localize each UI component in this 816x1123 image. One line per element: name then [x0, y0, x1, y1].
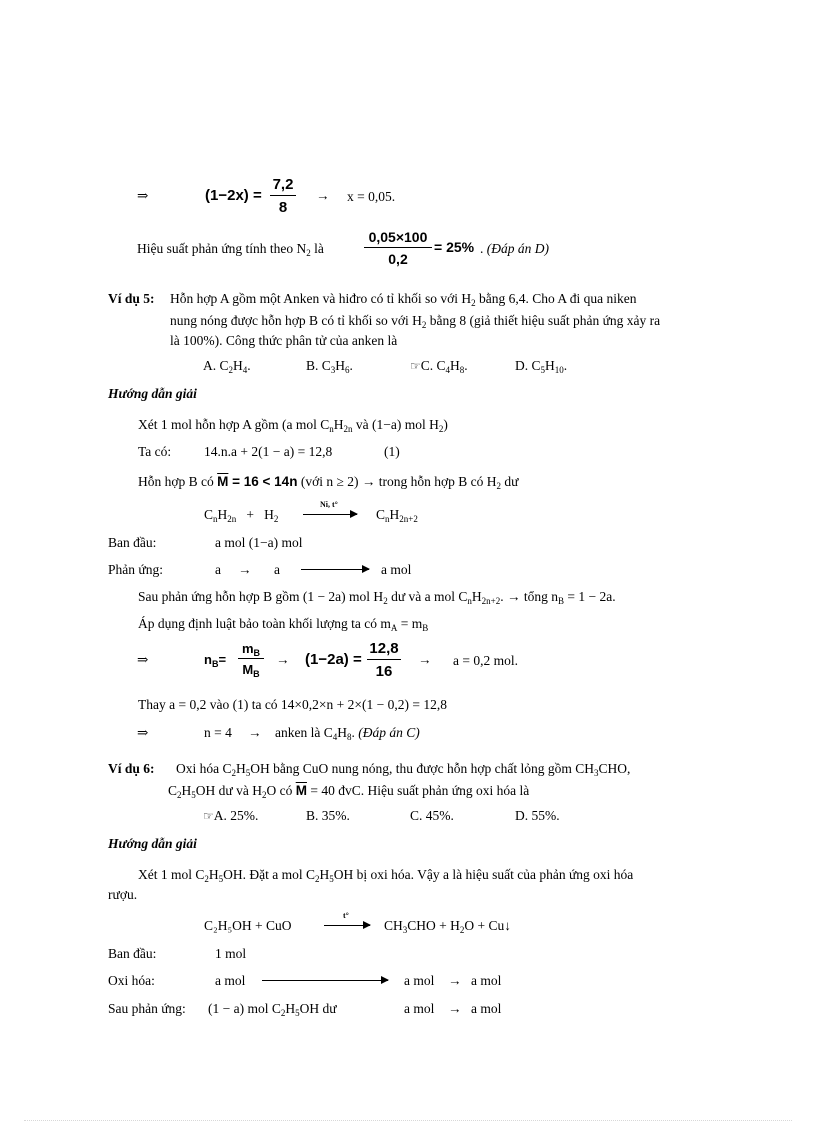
answer-note: (Đáp án D) — [486, 241, 549, 256]
sub: B — [557, 596, 564, 606]
guide-5-line-2-number: (1) — [384, 444, 400, 459]
text: CHO + H — [407, 918, 460, 933]
text: OH dư — [299, 1001, 337, 1016]
guide-5-line-1 — [138, 417, 448, 433]
nb-lhs — [204, 652, 226, 667]
option-a-6 — [203, 808, 258, 824]
sub: 2 — [204, 874, 209, 884]
text: H — [335, 358, 346, 373]
text: H — [236, 761, 246, 776]
text: B. C — [306, 358, 331, 373]
sub: 8 — [459, 365, 465, 375]
fraction-7-2-over-8 — [270, 176, 296, 216]
guide-title-6: Hướng dẫn giải — [108, 836, 197, 851]
reaction-5-reactants — [204, 507, 278, 523]
text: A. 25%. — [213, 808, 259, 823]
text: dư — [501, 474, 519, 489]
sub: 5 — [329, 874, 334, 884]
after-arrow-6: → — [448, 1001, 462, 1016]
text: . — [464, 358, 468, 373]
sub: n — [467, 596, 472, 606]
sub: 2 — [177, 790, 182, 800]
sub: 5 — [218, 874, 224, 884]
text: tổng n — [523, 589, 558, 604]
sub: 2 — [231, 768, 236, 778]
substitution-5: Thay a = 0,2 vào (1) ta có 14×0,2×n + 2×(1 − 0,2) = 12,8 — [138, 697, 447, 712]
text: H — [450, 358, 460, 373]
text: Áp dụng định luật bảo toàn khối lượng ta có m — [138, 616, 391, 631]
text: . — [247, 358, 251, 373]
conservation-5 — [138, 616, 428, 632]
text: . — [563, 358, 568, 373]
text: . — [349, 358, 353, 373]
text: = 1 − 2a. — [563, 589, 616, 604]
sub: 3 — [593, 768, 599, 778]
initial-label-5: Ban đầu: — [108, 535, 157, 550]
sub: 2n — [343, 424, 353, 434]
after-remaining-6 — [208, 1001, 337, 1017]
text: = 16 < 14n — [228, 474, 298, 489]
anken-result — [275, 725, 420, 741]
a-result: a = 0,2 mol. — [453, 653, 518, 668]
text: H — [319, 867, 330, 882]
oxidation-label-6: Oxi hóa: — [108, 973, 155, 988]
text: CH — [384, 918, 403, 933]
implies-symbol: ⇒ — [137, 652, 149, 667]
dot: . — [480, 241, 484, 256]
sub: 2 — [315, 874, 320, 884]
sub: 2 — [280, 1008, 286, 1018]
fraction-numerator: 0,05×100 — [364, 229, 432, 248]
initial-values-6: 1 mol — [215, 946, 247, 961]
text: C — [204, 507, 214, 522]
arrow-symbol: → — [276, 652, 290, 667]
oxidation-b-6: a mol — [404, 973, 435, 988]
text: OH dư và H — [195, 783, 262, 798]
sub: 2n+2 — [481, 596, 501, 606]
sub: 6 — [345, 365, 350, 375]
text: H — [389, 507, 400, 522]
text: H — [333, 417, 344, 432]
sub: 3 — [330, 365, 336, 375]
sub: 4 — [242, 365, 248, 375]
sub: 2 — [306, 248, 311, 258]
sub: 5 — [295, 1008, 300, 1018]
sub: 2 — [261, 790, 267, 800]
yield-result: = 25% — [434, 239, 475, 255]
reaction-6-condition: t° — [343, 911, 349, 920]
after-label-6: Sau phản ứng: — [108, 1001, 186, 1016]
example-6-line-1 — [176, 761, 630, 777]
reaction-long-arrow-5 — [301, 569, 369, 570]
text: Hỗn hợp B có — [138, 474, 214, 489]
example-5-line-3: là 100%). Công thức phân tử của anken là — [170, 333, 398, 348]
sub: 4 — [332, 732, 338, 742]
sub: 2 — [471, 298, 476, 308]
text: m — [241, 641, 254, 656]
text: H — [545, 358, 555, 373]
text: H — [471, 589, 482, 604]
guide-6-line-1 — [138, 867, 633, 883]
fraction-denominator: 0,2 — [388, 251, 408, 267]
text: C. C — [420, 358, 446, 373]
text: Oxi hóa C — [176, 761, 232, 776]
text: O có — [266, 783, 293, 798]
m-bar: M — [295, 783, 307, 798]
sub: 2 — [383, 596, 388, 606]
sub: n — [213, 514, 218, 524]
text: . — [351, 725, 355, 740]
oxidation-a-6: a mol — [215, 973, 246, 988]
text: O + Cu↓ — [464, 918, 512, 933]
text: (với n ≥ 2) — [300, 474, 359, 489]
text: và (1−a) mol H — [352, 417, 439, 432]
oxidation-long-arrow — [262, 980, 388, 981]
reaction-6-reactants: C₂H₅OH + CuO — [204, 918, 292, 933]
text: dư và a mol C — [387, 589, 468, 604]
reaction-6-products — [384, 918, 511, 934]
sub: B — [211, 659, 219, 669]
text: + — [246, 507, 255, 522]
text: H — [217, 507, 228, 522]
text: D. C — [515, 358, 541, 373]
sub: 2 — [438, 424, 444, 434]
footer-divider — [24, 1120, 792, 1121]
text: C — [168, 783, 178, 798]
sub: B — [422, 623, 429, 633]
text: = — [218, 652, 227, 667]
text: Xét 1 mol C — [138, 867, 205, 882]
text: OH bị oxi hóa. Vậy a là hiệu suất của phản ứng oxi hóa — [333, 867, 634, 882]
sub: 2 — [459, 925, 465, 935]
sub: B — [253, 669, 260, 679]
sub: 2 — [228, 365, 234, 375]
n-result: n = 4 — [204, 725, 232, 740]
yield-sentence — [137, 241, 324, 257]
sub: 5 — [245, 768, 251, 778]
equation-lhs: (1−2x) = — [205, 187, 262, 204]
text: (1 − a) mol C — [208, 1001, 281, 1016]
option-b — [306, 358, 353, 374]
sub: 2n+2 — [399, 514, 418, 524]
sub: 2 — [496, 481, 502, 491]
example-5-label: Ví dụ 5: — [108, 291, 155, 306]
sub: 5 — [540, 365, 546, 375]
fraction-denominator: 8 — [278, 199, 288, 216]
sub: 5 — [191, 790, 196, 800]
text: H — [285, 1001, 296, 1016]
sub: A — [390, 623, 398, 633]
text: = 40 đvC. Hiệu suất phản ứng oxi hóa là — [306, 783, 530, 798]
text: M — [242, 662, 254, 677]
fraction-denominator: 16 — [375, 663, 393, 680]
sub: 4 — [445, 365, 451, 375]
after-e-6: a mol — [471, 1001, 502, 1016]
sub: 2n — [227, 514, 237, 524]
example-6-label: Ví dụ 6: — [108, 761, 155, 776]
reaction-b-5: a — [274, 562, 280, 577]
example-5-line-1 — [170, 291, 637, 307]
sub: 10 — [554, 365, 564, 375]
text: H — [264, 507, 274, 522]
fraction-numerator: 12,8 — [367, 640, 401, 660]
text: OH bằng CuO nung nóng, thu được hỗn hợp chất lỏng gồm CH — [250, 761, 594, 776]
option-d — [515, 358, 567, 374]
reaction-5-product — [376, 507, 418, 523]
pointing-hand-icon: ☞ — [203, 809, 214, 823]
after-d-6: a mol — [404, 1001, 435, 1016]
reaction-a-5: a — [215, 562, 221, 577]
n-arrow: → — [248, 725, 262, 740]
sub: 2 — [421, 320, 427, 330]
sub: n — [329, 424, 334, 434]
nb-mid: (1−2a) = — [305, 651, 362, 668]
arrow-symbol: → — [316, 188, 330, 203]
yield-mid: là — [310, 241, 324, 256]
reaction-arrow — [303, 514, 357, 515]
sub: 2 — [273, 514, 279, 524]
sub: B — [253, 648, 261, 658]
guide-6-line-2: rượu. — [108, 887, 138, 902]
pointing-hand-icon: ☞ — [410, 359, 421, 373]
oxidation-arrow-6: → — [448, 973, 462, 988]
example-6-line-2 — [168, 783, 529, 799]
text: Hỗn hợp A gồm một Anken và hiđro có tỉ khối so với H — [170, 291, 472, 306]
text: OH. Đặt a mol C — [223, 867, 315, 882]
text: H — [337, 725, 347, 740]
yield-answer — [480, 241, 549, 257]
reaction-arrow-5: → — [238, 562, 252, 577]
m-bar: M — [217, 474, 229, 489]
text: n — [204, 652, 212, 667]
text: nung nóng được hỗn hợp B có tỉ khối so với H — [170, 313, 422, 328]
implies-symbol: ⇒ — [137, 725, 149, 740]
sub: 3 — [402, 925, 408, 935]
option-c-6: C. 45%. — [410, 808, 454, 823]
yield-fraction — [364, 229, 432, 267]
text: anken là C — [275, 725, 333, 740]
text: C — [376, 507, 386, 522]
option-d-6: D. 55%. — [515, 808, 560, 823]
guide-5-line-2-equation: 14.n.a + 2(1 − a) = 12,8 — [204, 444, 333, 459]
nb-fraction — [238, 641, 264, 677]
option-c — [410, 358, 468, 374]
guide-5-line-2-label: Ta có: — [138, 444, 172, 459]
text: CHO, — [598, 761, 631, 776]
reaction-label-5: Phản ứng: — [108, 562, 163, 577]
text: Sau phản ứng hỗn hợp B gồm (1 − 2a) mol H — [138, 589, 384, 604]
x-result: x = 0,05. — [347, 189, 396, 204]
fraction-numerator: 7,2 — [270, 176, 296, 196]
text: . — [500, 589, 504, 604]
text: Xét 1 mol hỗn hợp A gồm (a mol C — [138, 417, 330, 432]
implies-symbol: ⇒ — [137, 188, 149, 203]
option-a — [203, 358, 251, 374]
option-b-6: B. 35%. — [306, 808, 350, 823]
text: A. C — [203, 358, 229, 373]
text: ) — [443, 417, 448, 432]
after-reaction-5 — [138, 589, 616, 605]
example-5-line-2 — [170, 313, 660, 329]
arrow-symbol: → — [506, 589, 521, 604]
reaction-arrow — [324, 925, 370, 926]
reaction-c-5: a mol — [381, 562, 412, 577]
initial-label-6: Ban đầu: — [108, 946, 157, 961]
text: H — [233, 358, 243, 373]
text: bằng 8 (giả thiết hiệu suất phản ứng xảy ra — [426, 313, 661, 328]
yield-prefix: Hiệu suất phản ứng tính theo N — [137, 241, 307, 256]
fraction-12-8-over-16 — [367, 640, 401, 680]
text: trong hỗn hợp B có H — [378, 474, 497, 489]
text: H — [181, 783, 192, 798]
guide-title-5: Hướng dẫn giải — [108, 386, 197, 401]
sub: n — [385, 514, 390, 524]
text: H — [208, 867, 219, 882]
text: = m — [397, 616, 423, 631]
oxidation-c-6: a mol — [471, 973, 502, 988]
answer-note: (Đáp án C) — [358, 725, 420, 740]
text: bằng 6,4. Cho A đi qua niken — [475, 291, 637, 306]
sub: 8 — [346, 732, 352, 742]
reaction-5-condition: Ni, t° — [320, 500, 338, 509]
arrow-symbol: → — [361, 474, 376, 489]
initial-values-5: a mol (1−a) mol — [215, 535, 303, 550]
guide-5-line-3 — [138, 474, 518, 490]
arrow-symbol: → — [418, 652, 432, 667]
